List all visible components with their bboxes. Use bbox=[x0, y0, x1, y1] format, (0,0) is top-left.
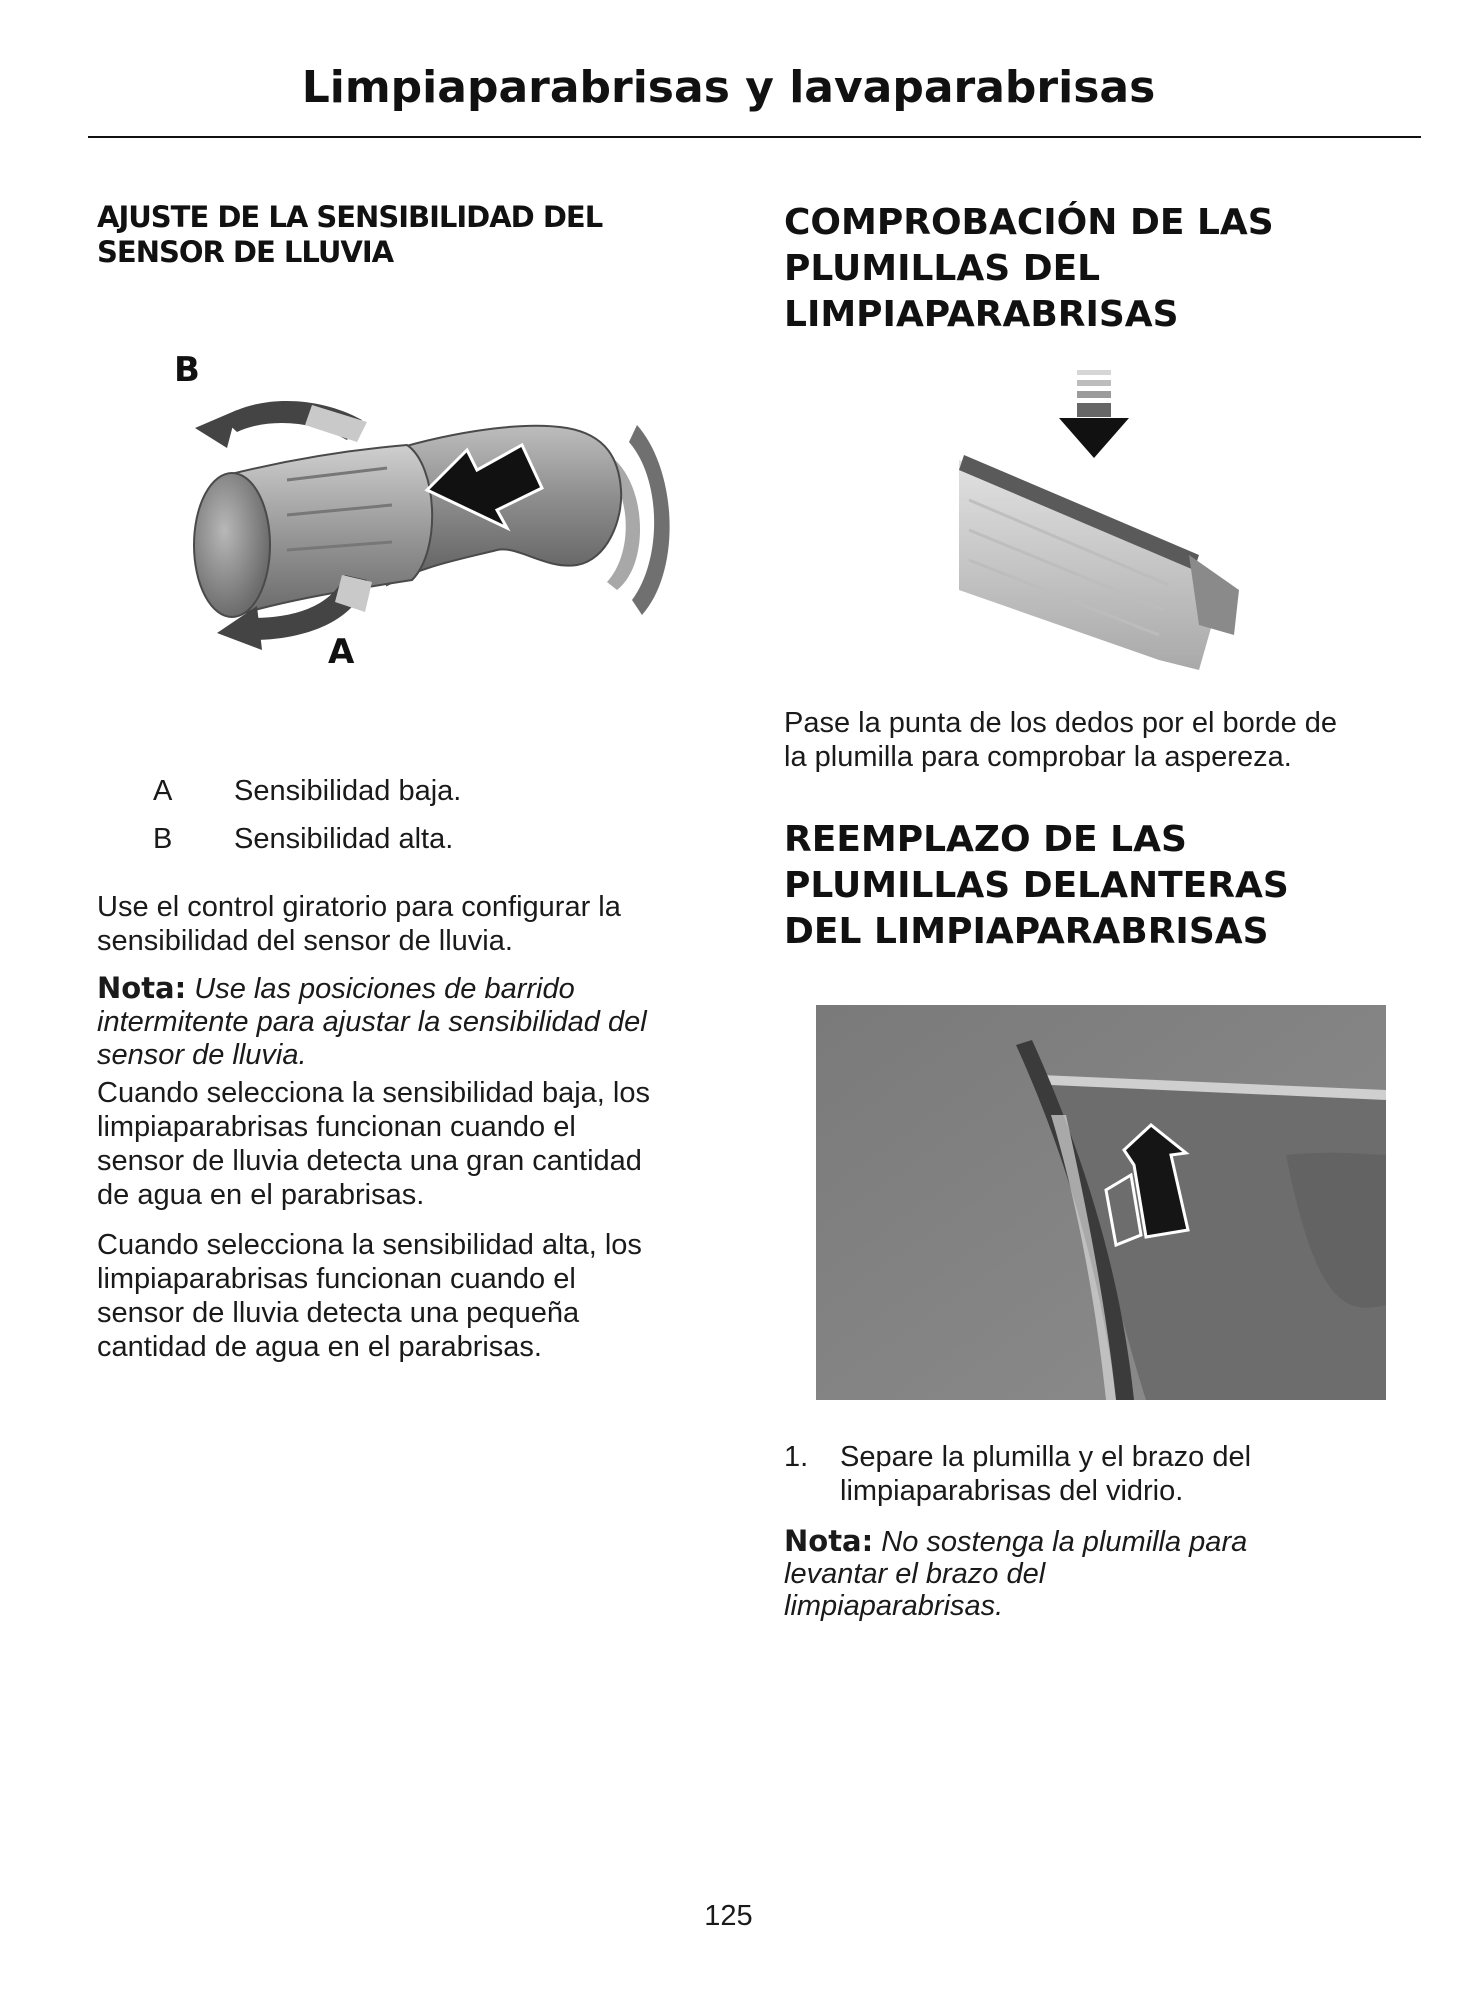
rotary-control-paragraph bbox=[97, 890, 737, 958]
down-arrow-icon bbox=[1059, 370, 1129, 458]
paragraph-line: la plumilla para comprobar la aspereza. bbox=[784, 741, 1292, 773]
paragraph-line: Cuando selecciona la sensibilidad alta, los bbox=[97, 1229, 642, 1261]
legend-text-b: Sensibilidad alta. bbox=[234, 823, 454, 855]
legend-key-a: A bbox=[153, 775, 173, 807]
wiper-arm-illustration bbox=[816, 1005, 1386, 1400]
step-1 bbox=[784, 1440, 1424, 1510]
sensitivity-note bbox=[97, 972, 757, 1072]
paragraph-line: limpiaparabrisas funcionan cuando el bbox=[97, 1263, 576, 1295]
page-number: 125 bbox=[704, 1900, 753, 1932]
note-text: No sostenga la plumilla para bbox=[881, 1526, 1248, 1558]
paragraph-line: sensor de lluvia detecta una pequeña bbox=[97, 1297, 580, 1329]
blade-body bbox=[959, 460, 1219, 670]
paragraph-line: Pase la punta de los dedos por el borde de bbox=[784, 707, 1338, 739]
blade-edge-illustration bbox=[959, 370, 1259, 670]
knob-end-cap bbox=[194, 473, 270, 617]
figure-legend bbox=[153, 775, 713, 871]
wiper-stalk-drawing bbox=[137, 350, 697, 690]
check-blades-heading bbox=[784, 200, 1424, 338]
blade-edge-drawing bbox=[959, 370, 1259, 670]
step-text-line: limpiaparabrisas del vidrio. bbox=[840, 1475, 1184, 1507]
paragraph-line: Use el control giratorio para configurar la bbox=[97, 891, 621, 923]
note-text: sensor de lluvia. bbox=[97, 1039, 307, 1071]
replace-blades-heading bbox=[784, 817, 1424, 955]
step-number: 1. bbox=[784, 1441, 809, 1473]
heading-line: PLUMILLAS DEL bbox=[784, 248, 1101, 289]
rotate-up-arrow-icon bbox=[195, 401, 367, 448]
note-label: Nota: bbox=[97, 971, 187, 1005]
paragraph-line: sensor de lluvia detecta una gran cantidad bbox=[97, 1145, 642, 1177]
lift-arm-note bbox=[784, 1525, 1424, 1622]
page-title: Limpiaparabrisas y lavaparabrisas bbox=[301, 62, 1156, 113]
blade-check-paragraph bbox=[784, 706, 1444, 774]
legend-key-b: B bbox=[153, 823, 173, 855]
wiper-stalk-illustration bbox=[137, 350, 697, 690]
high-sensitivity-paragraph bbox=[97, 1228, 757, 1364]
low-sensitivity-paragraph bbox=[97, 1076, 757, 1212]
paragraph-line: cantidad de agua en el parabrisas. bbox=[97, 1331, 542, 1363]
note-text: intermitente para ajustar la sensibilidad del bbox=[97, 1006, 647, 1038]
paragraph-line: Cuando selecciona la sensibilidad baja, los bbox=[97, 1077, 650, 1109]
rain-sensor-heading-line-1: AJUSTE DE LA SENSIBILIDAD DEL bbox=[97, 200, 603, 234]
paragraph-line: sensibilidad del sensor de lluvia. bbox=[97, 925, 513, 957]
legend-row-a bbox=[153, 775, 713, 823]
legend-row-b bbox=[153, 823, 713, 871]
note-text: Use las posiciones de barrido bbox=[194, 973, 575, 1005]
step-text bbox=[840, 1440, 1400, 1508]
paragraph-line: de agua en el parabrisas. bbox=[97, 1179, 425, 1211]
legend-text-a: Sensibilidad baja. bbox=[234, 775, 462, 807]
figure-label-b: B bbox=[174, 350, 200, 390]
heading-line: REEMPLAZO DE LAS bbox=[784, 819, 1187, 860]
step-text-line: Separe la plumilla y el brazo del bbox=[840, 1441, 1252, 1473]
rain-sensor-heading-line-2: SENSOR DE LLUVIA bbox=[97, 235, 394, 269]
title-divider bbox=[88, 136, 1421, 138]
note-label: Nota: bbox=[784, 1524, 874, 1558]
heading-line: LIMPIAPARABRISAS bbox=[784, 294, 1179, 335]
heading-line: PLUMILLAS DELANTERAS bbox=[784, 865, 1289, 906]
rain-sensor-heading bbox=[97, 200, 737, 270]
figure-label-a: A bbox=[328, 632, 355, 672]
heading-line: DEL LIMPIAPARABRISAS bbox=[784, 911, 1269, 952]
paragraph-line: limpiaparabrisas funcionan cuando el bbox=[97, 1111, 576, 1143]
wiper-arm-drawing bbox=[816, 1005, 1386, 1400]
note-text: levantar el brazo del bbox=[784, 1558, 1046, 1590]
note-text: limpiaparabrisas. bbox=[784, 1590, 1004, 1622]
heading-line: COMPROBACIÓN DE LAS bbox=[784, 202, 1274, 243]
